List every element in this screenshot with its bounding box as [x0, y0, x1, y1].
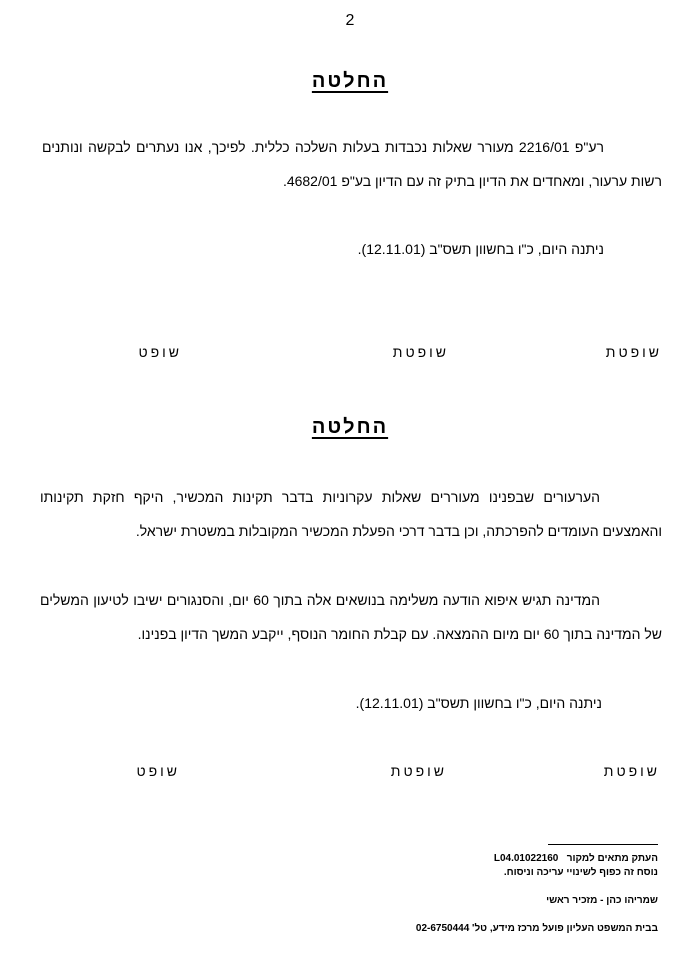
- decision-2-heading-text: החלטה: [311, 416, 389, 438]
- decision-1-heading: [0, 70, 700, 93]
- decision-2-para-1-line-1: הערעורים שבפנינו מעוררים שאלות עקרוניות בדבר תקינות המכשיר, היקף חזקת תקינותו: [40, 489, 600, 505]
- footer-copy-label: העתק מתאים למקור: [566, 853, 658, 864]
- decision-1-signature-judge-2: שופטת: [392, 344, 449, 360]
- footer-copy-line: [494, 853, 658, 864]
- decision-2-para-2-line-2: של המדינה בתוך 60 יום מיום ההמצאה. עם קבלת החומר הנוסף, ייקבע המשך הדיון בפנינו.: [137, 626, 662, 642]
- decision-2-signature-judge-3: שופט: [136, 763, 180, 779]
- decision-2-signature-judge-2: שופטת: [390, 763, 447, 779]
- decision-2-heading: [0, 416, 700, 439]
- footer-clerk: שמריהו כהן - מזכיר ראשי: [546, 895, 658, 906]
- decision-1-text-line-1: רע"פ 2216/01 מעורר שאלות נכבדות בעלות השלכה כללית. לפיכך, אנו נעתרים לבקשה ונותנים: [42, 139, 604, 155]
- decision-1-given-date: ניתנה היום, כ"ו בחשוון תשס"ב (12.11.01).: [357, 241, 604, 257]
- decision-2-signature-judge-1: שופטת: [603, 763, 660, 779]
- decision-2-para-1-line-2: והאמצעים העומדים להפרכתה, וכן בדבר דרכי הפעלת המכשיר המקובלות במשטרת ישראל.: [135, 523, 662, 539]
- decision-1-signature-judge-1: שופטת: [605, 344, 662, 360]
- footer-version-note: נוסח זה כפוף לשינויי עריכה וניסוח.: [503, 867, 658, 878]
- footer-divider: [548, 844, 658, 845]
- decision-1-text-line-2: רשות ערעור, ומאחדים את הדיון בתיק זה עם הדיון בע"פ 4682/01.: [282, 173, 662, 189]
- footer-address: בבית המשפט העליון פועל מרכז מידע, טל' 02-6750444: [415, 923, 658, 934]
- footer-copy-code: L04.01022160: [493, 853, 559, 864]
- decision-1-signature-judge-3: שופט: [138, 344, 182, 360]
- decision-1-heading-text: החלטה: [311, 70, 389, 92]
- decision-2-given-date: ניתנה היום, כ"ו בחשוון תשס"ב (12.11.01).: [355, 695, 602, 711]
- page-number: 2: [345, 12, 355, 29]
- decision-2-para-2-line-1: המדינה תגיש איפוא הודעה משלימה בנושאים אלה בתוך 60 יום, והסנגורים ישיבו לטיעון המשלים: [40, 592, 600, 608]
